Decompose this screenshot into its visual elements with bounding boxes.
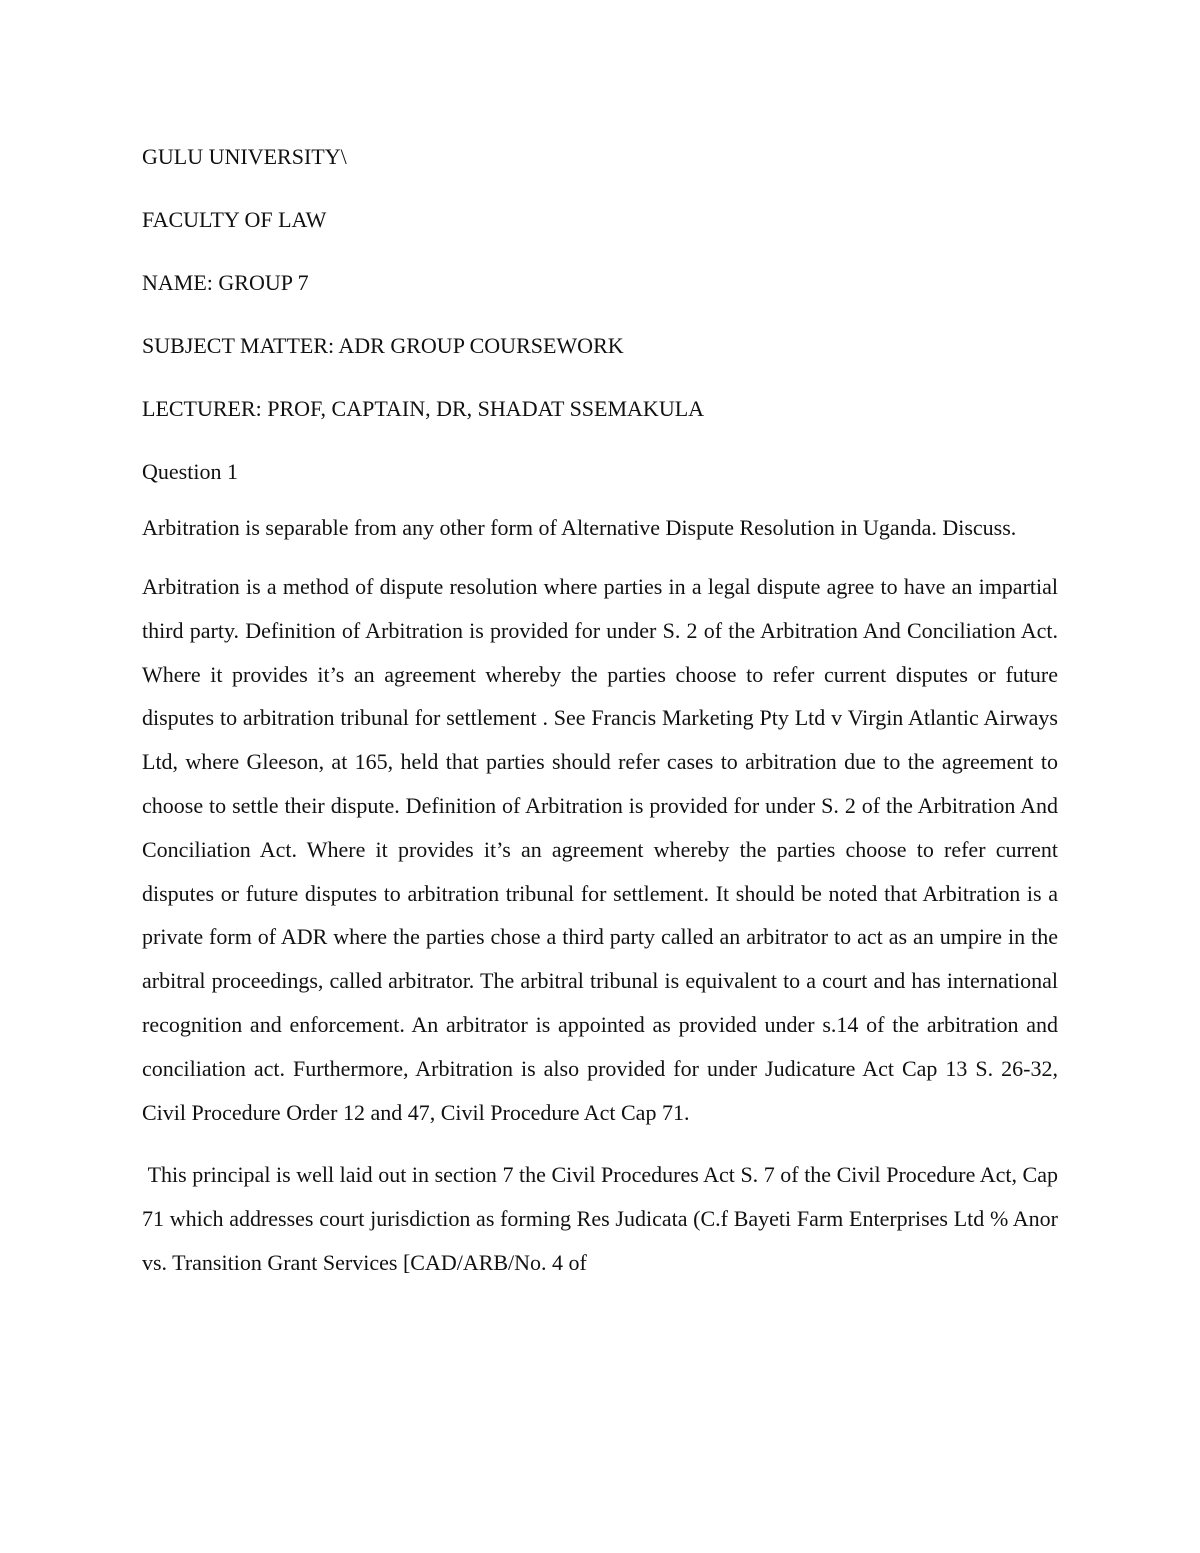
lecturer-line: LECTURER: PROF, CAPTAIN, DR, SHADAT SSEMAKULA — [142, 396, 705, 421]
question-label: Question 1 — [142, 459, 238, 484]
document-content — [142, 143, 1064, 1304]
faculty-heading: FACULTY OF LAW — [142, 207, 327, 232]
body-paragraph-1: Arbitration is a method of dispute resolution where parties in a legal dispute agree to have an impartial third party. Definition of Arbitration is provided for under S. 2 of the Arbitration And Conciliation Act. Where it provides it’s an agreement whereby the parties choose to refer current disputes or future disputes to arbitration tribunal for settlement . See Francis Marketing Pty Ltd v Virgin Atlantic Airways Ltd, where Gleeson, at 165, held that parties should refer cases to arbitration due to the agreement to choose to settle their dispute. Definition of Arbitration is provided for under S. 2 of the Arbitration And Conciliation Act. Where it provides it’s an agreement whereby the parties choose to refer current disputes or future disputes to arbitration tribunal for settlement. It should be noted that Arbitration is a private form of ADR where the parties chose a third party called an arbitrator to act as an umpire in the arbitral proceedings, called arbitrator. The arbitral tribunal is equivalent to a court and has international recognition and enforcement. An arbitrator is appointed as provided under s.14 of the arbitration and conciliation act. Furthermore, Arbitration is also provided for under Judicature Act Cap 13 S. 26-32, Civil Procedure Order 12 and 47, Civil Procedure Act Cap 71. — [142, 574, 1058, 1125]
group-name: NAME: GROUP 7 — [142, 270, 309, 295]
body-paragraph-2: This principal is well laid out in section 7 the Civil Procedures Act S. 7 of the Civil Procedure Act, Cap 71 which addresses court jurisdiction as forming Res Judicata (C.f Bayeti Farm Enterprises Ltd % Anor vs. Transition Grant Services [CAD/ARB/No. 4 of — [142, 1162, 1064, 1275]
subject-matter: SUBJECT MATTER: ADR GROUP COURSEWORK — [142, 333, 624, 358]
question-prompt: Arbitration is separable from any other form of Alternative Dispute Resolution in Uganda. Discuss. — [142, 515, 1017, 540]
university-heading: GULU UNIVERSITY\ — [142, 144, 347, 169]
